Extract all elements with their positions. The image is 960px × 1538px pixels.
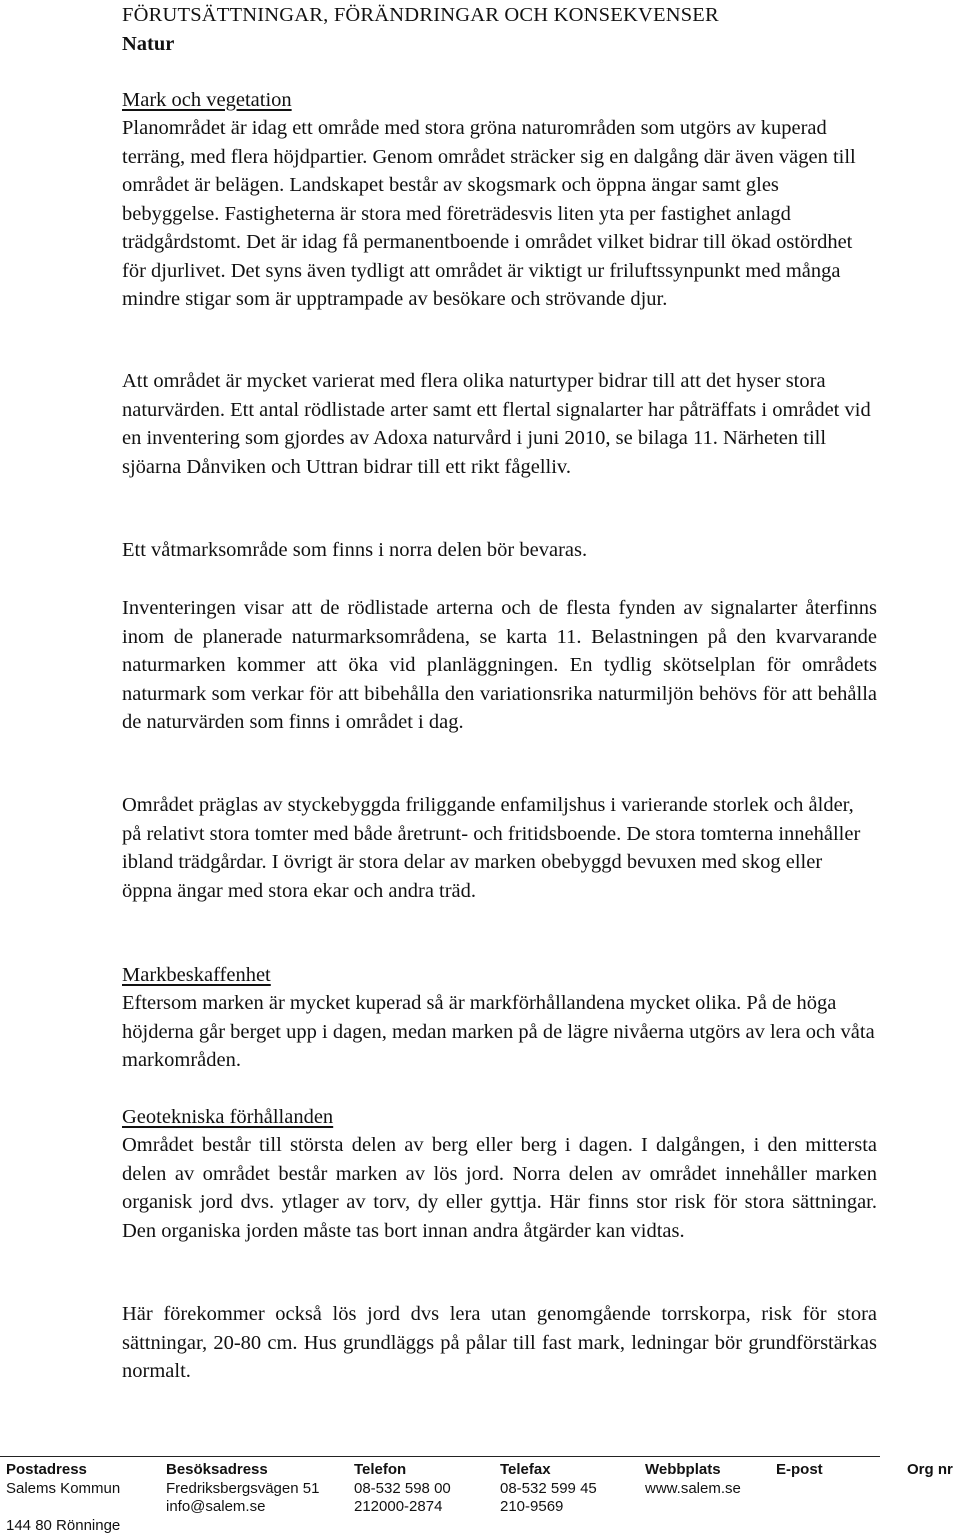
paragraph-vegetation-2: Att området är mycket varierat med flera olika naturtyper bidrar till att det hyser stora naturvärden. Ett antal rödlistade arter samt ett flertal signalarter har påträffats i området vid en inventering som gjordes av Adoxa naturvård i juni 2010, se bilaga 11. Närheten till sjöarna Dånviken och Uttran bidrar till ett rikt fågelliv. [122,370,871,478]
footer-besoksadress [166,1461,319,1517]
page-footer [0,1461,960,1538]
footer-postadress-line [6,1498,120,1517]
footer-telefon [354,1461,451,1517]
footer-postadress-line: 144 80 Rönninge [6,1516,121,1534]
footer-webbplats-label: Webbplats [645,1461,721,1478]
subheading-mark-och-vegetation: Mark och vegetation [122,89,292,111]
footer-telefon-line: 08-532 598 00 [354,1479,451,1497]
footer-telefon-label: Telefon [354,1461,407,1478]
footer-telefax-label: Telefax [500,1461,551,1478]
footer-orgnr [907,1461,953,1480]
paragraph-vegetation-5: Området präglas av styckebyggda friliggande enfamiljshus i varierande storlek och ålder, på relativt stora tomter med både åretrunt- och fritidsboende. De stora tomterna innehåller ibland trädgårdar. I övrigt är stora delar av marken obebyggd bevuxen med skog eller öppna ängar med stora ekar och andra träd. [122,794,861,902]
chapter-title: FÖRUTSÄTTNINGAR, FÖRÄNDRINGAR OCH KONSEKVENSER [122,4,719,26]
paragraph-markbeskaffenhet: Eftersom marken är mycket kuperad så är markförhållandena mycket olika. På de höga höjderna går berget upp i dagen, medan marken på de lägre nivåerna utgörs av lera och våta markområden. [122,992,875,1071]
subheading-geotekniska: Geotekniska förhållanden [122,1106,334,1128]
footer-postadress [6,1461,120,1535]
footer-besoksadress-label: Besöksadress [166,1461,268,1478]
paragraph-vegetation-1: Planområdet är idag ett område med stora gröna naturområden som utgörs av kuperad terräng, med flera höjdpartier. Genom området sträcker sig en dalgång där även vägen till området är belägen. Landskapet består av skogsmark och öppna ängar samt gles bebyggelse. Fastigheterna är stora med företrädesvis liten yta per fastighet anlagd trädgårdstomt. Det är idag få permanentboende i området vilket bidrar till ökad ostördhet för djurlivet. Det syns även tydligt att området är viktigt ur friluftssynpunkt med många mindre stigar som är upptrampade av besökare och strövande djur. [122,117,856,310]
footer-epost-label: E-post [776,1461,823,1478]
paragraph-geotekniska-2: Här förekommer också lös jord dvs lera utan genomgående torrskorpa, risk för stora sättningar, 20-80 cm. Hus grundläggs på pålar till fast mark, ledningar bör grundförstärkas normalt. [122,1303,877,1382]
paragraph-geotekniska-1: Området består till största delen av berg eller berg i dagen. I dalgången, i den mittersta delen av området består marken av lös jord. Norra delen av området innehåller marken organisk jord dvs. ytlager av torv, dy eller gyttja. Här finns stor risk för stora sättningar. Den organiska jorden måste tas bort innan andra åtgärder kan vidtas. [122,1134,877,1242]
footer-website-link[interactable]: www.salem.se [645,1479,741,1497]
footer-webbplats [645,1461,741,1498]
footer-telefax [500,1461,597,1517]
footer-postadress-line: Salems Kommun [6,1479,121,1497]
footer-telefax-line: 210-9569 [500,1498,564,1515]
footer-epost [776,1461,823,1480]
footer-telefon-line: 212000-2874 [354,1498,443,1515]
footer-divider [0,1456,880,1457]
footer-besoksadress-line: Fredriksbergsvägen 51 [166,1479,320,1497]
footer-telefax-line: 08-532 599 45 [500,1479,597,1497]
subheading-markbeskaffenhet: Markbeskaffenhet [122,964,271,986]
footer-postadress-label: Postadress [6,1461,87,1478]
paragraph-vegetation-3: Ett våtmarksområde som finns i norra delen bör bevaras. [122,539,588,561]
paragraph-vegetation-4: Inventeringen visar att de rödlistade arterna och de flesta fynden av signalarter återfinns inom de planerade naturmarksområdena, se karta 11. Belastningen på den kvarvarande naturmarken kommer att öka vid planläggningen. En tydlig skötselplan för områdets naturmark som verkar för att bibehålla den variationsrika naturmiljön behövs för att behålla de naturvärden som finns i området i dag. [122,597,877,733]
footer-email-link[interactable]: info@salem.se [166,1498,266,1515]
section-title: Natur [122,33,175,55]
footer-orgnr-label: Org nr [907,1461,953,1478]
